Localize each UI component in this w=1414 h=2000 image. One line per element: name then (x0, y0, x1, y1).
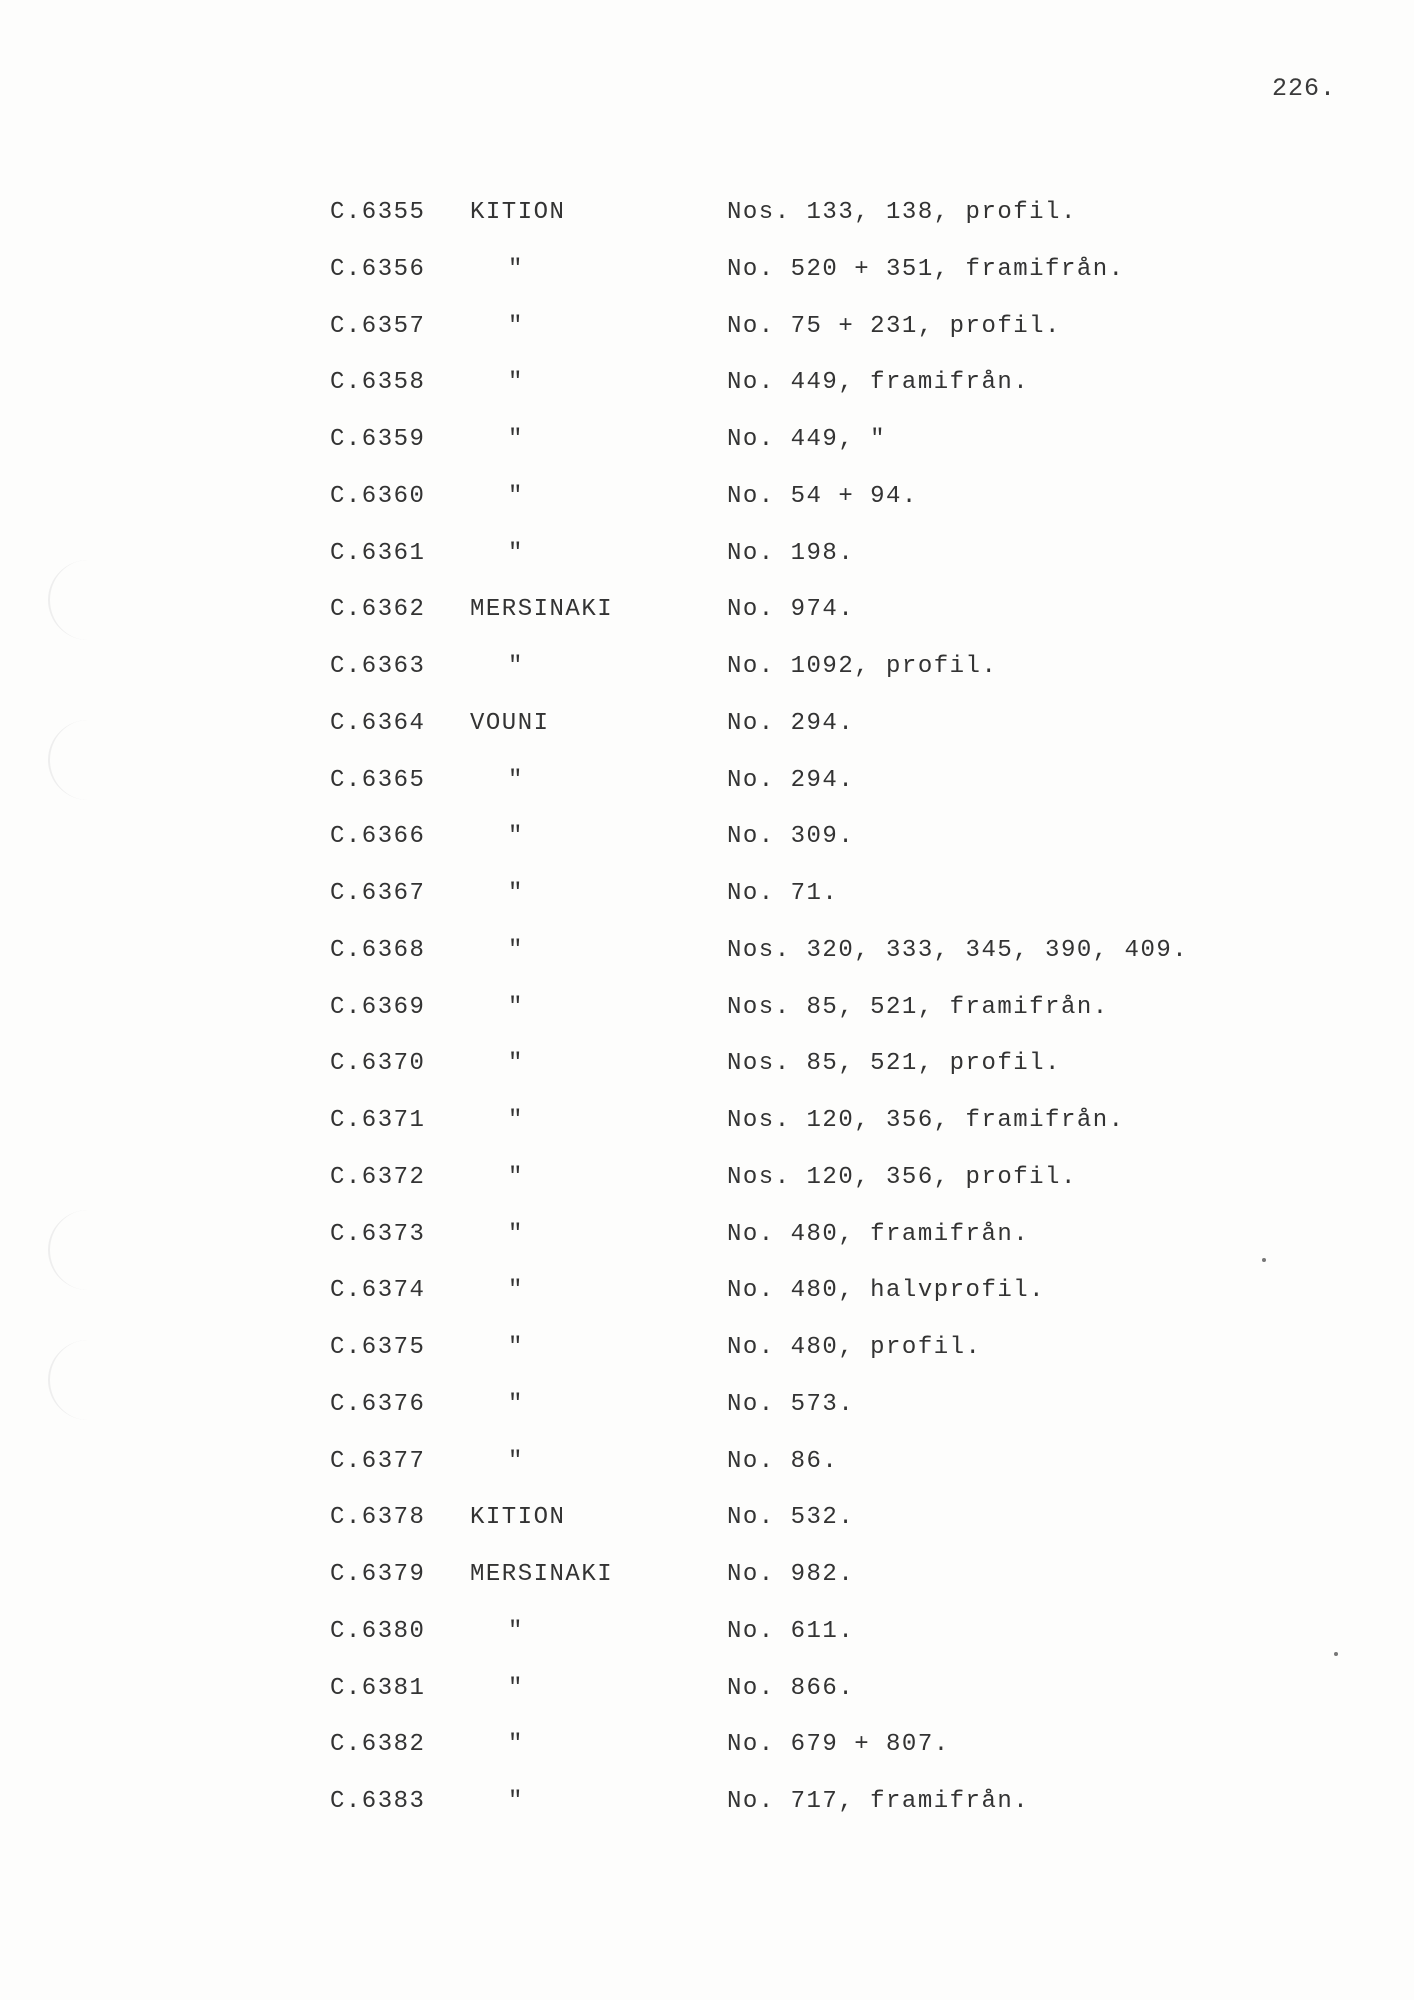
catalogue-entry (0, 761, 1414, 801)
entry-site: " (508, 994, 524, 1021)
catalogue-entry (0, 988, 1414, 1028)
entry-code: C.6368 (330, 937, 426, 964)
entry-site: KITION (470, 199, 566, 226)
catalogue-entry (0, 1612, 1414, 1652)
entry-site: " (508, 880, 524, 907)
catalogue-entry (0, 1782, 1414, 1822)
entry-code: C.6382 (330, 1731, 426, 1758)
catalogue-entry (0, 931, 1414, 971)
entry-description: Nos. 320, 333, 345, 390, 409. (727, 937, 1189, 964)
entry-code: C.6371 (330, 1107, 426, 1134)
entry-site: " (508, 1788, 524, 1815)
entry-description: No. 717, framifrån. (727, 1788, 1030, 1815)
entry-description: Nos. 120, 356, profil. (727, 1164, 1077, 1191)
catalogue-entry (0, 1328, 1414, 1368)
catalogue-entry (0, 647, 1414, 687)
entry-description: No. 294. (727, 710, 855, 737)
catalogue-entry (0, 307, 1414, 347)
entry-description: No. 294. (727, 767, 855, 794)
entry-description: No. 449, " (727, 426, 887, 453)
catalogue-entry (0, 704, 1414, 744)
catalogue-entry (0, 1498, 1414, 1538)
entry-code: C.6370 (330, 1050, 426, 1077)
entry-description: No. 54 + 94. (727, 483, 918, 510)
catalogue-entry (0, 1158, 1414, 1198)
entry-site: " (508, 540, 524, 567)
entry-code: C.6357 (330, 313, 426, 340)
entry-site: " (508, 1277, 524, 1304)
entry-code: C.6378 (330, 1504, 426, 1531)
entry-code: C.6376 (330, 1391, 426, 1418)
entry-code: C.6360 (330, 483, 426, 510)
entry-description: Nos. 85, 521, framifrån. (727, 994, 1109, 1021)
entry-site: " (508, 483, 524, 510)
entry-site: " (508, 1675, 524, 1702)
catalogue-entry (0, 363, 1414, 403)
entry-site: " (508, 1107, 524, 1134)
entry-site: " (508, 256, 524, 283)
entry-code: C.6355 (330, 199, 426, 226)
entry-site: " (508, 653, 524, 680)
entry-code: C.6367 (330, 880, 426, 907)
catalogue-entry (0, 1215, 1414, 1255)
entry-site: VOUNI (470, 710, 550, 737)
catalogue-entry (0, 534, 1414, 574)
catalogue-entry (0, 1385, 1414, 1425)
entry-description: No. 679 + 807. (727, 1731, 950, 1758)
catalogue-entry (0, 193, 1414, 233)
entry-site: " (508, 313, 524, 340)
entry-site: MERSINAKI (470, 596, 614, 623)
entry-description: No. 520 + 351, framifrån. (727, 256, 1125, 283)
entry-description: No. 198. (727, 540, 855, 567)
entry-description: No. 866. (727, 1675, 855, 1702)
entry-code: C.6365 (330, 767, 426, 794)
catalogue-entry (0, 477, 1414, 517)
entry-code: C.6362 (330, 596, 426, 623)
entry-code: C.6363 (330, 653, 426, 680)
entry-site: " (508, 1334, 524, 1361)
catalogue-entry (0, 1101, 1414, 1141)
entry-code: C.6375 (330, 1334, 426, 1361)
entry-description: No. 573. (727, 1391, 855, 1418)
entry-site: " (508, 937, 524, 964)
entry-code: C.6383 (330, 1788, 426, 1815)
entry-description: No. 532. (727, 1504, 855, 1531)
entry-description: No. 480, halvprofil. (727, 1277, 1046, 1304)
catalogue-entry (0, 1725, 1414, 1765)
entry-site: " (508, 767, 524, 794)
entry-code: C.6356 (330, 256, 426, 283)
entry-description: No. 309. (727, 823, 855, 850)
entry-description: No. 974. (727, 596, 855, 623)
entry-code: C.6366 (330, 823, 426, 850)
entry-description: Nos. 133, 138, profil. (727, 199, 1077, 226)
entry-site: KITION (470, 1504, 566, 1531)
catalogue-entry (0, 1271, 1414, 1311)
entry-code: C.6377 (330, 1448, 426, 1475)
entry-code: C.6358 (330, 369, 426, 396)
page-number: 226. (1272, 74, 1337, 103)
catalogue-entry (0, 250, 1414, 290)
entry-code: C.6379 (330, 1561, 426, 1588)
entry-description: No. 75 + 231, profil. (727, 313, 1061, 340)
entry-description: No. 86. (727, 1448, 839, 1475)
entry-description: No. 480, framifrån. (727, 1221, 1030, 1248)
entry-site: MERSINAKI (470, 1561, 614, 1588)
entry-site: " (508, 1164, 524, 1191)
entry-site: " (508, 369, 524, 396)
entry-code: C.6359 (330, 426, 426, 453)
entry-site: " (508, 1731, 524, 1758)
entry-code: C.6361 (330, 540, 426, 567)
entry-site: " (508, 1448, 524, 1475)
entry-description: No. 982. (727, 1561, 855, 1588)
catalogue-entry (0, 420, 1414, 460)
entry-description: No. 71. (727, 880, 839, 907)
catalogue-entry (0, 1555, 1414, 1595)
entry-description: No. 611. (727, 1618, 855, 1645)
catalogue-entry (0, 1442, 1414, 1482)
entry-description: Nos. 85, 521, profil. (727, 1050, 1061, 1077)
entry-site: " (508, 823, 524, 850)
catalogue-entry (0, 874, 1414, 914)
catalogue-entry (0, 817, 1414, 857)
entry-code: C.6380 (330, 1618, 426, 1645)
entry-site: " (508, 1391, 524, 1418)
entry-description: Nos. 120, 356, framifrån. (727, 1107, 1125, 1134)
catalogue-entry (0, 1044, 1414, 1084)
entry-site: " (508, 426, 524, 453)
entry-description: No. 1092, profil. (727, 653, 998, 680)
catalogue-entry (0, 590, 1414, 630)
entry-code: C.6372 (330, 1164, 426, 1191)
entry-site: " (508, 1221, 524, 1248)
entry-site: " (508, 1050, 524, 1077)
entry-code: C.6369 (330, 994, 426, 1021)
entry-code: C.6373 (330, 1221, 426, 1248)
entry-code: C.6381 (330, 1675, 426, 1702)
entry-code: C.6364 (330, 710, 426, 737)
entry-code: C.6374 (330, 1277, 426, 1304)
entry-description: No. 480, profil. (727, 1334, 982, 1361)
entry-site: " (508, 1618, 524, 1645)
catalogue-entry (0, 1669, 1414, 1709)
entry-description: No. 449, framifrån. (727, 369, 1030, 396)
